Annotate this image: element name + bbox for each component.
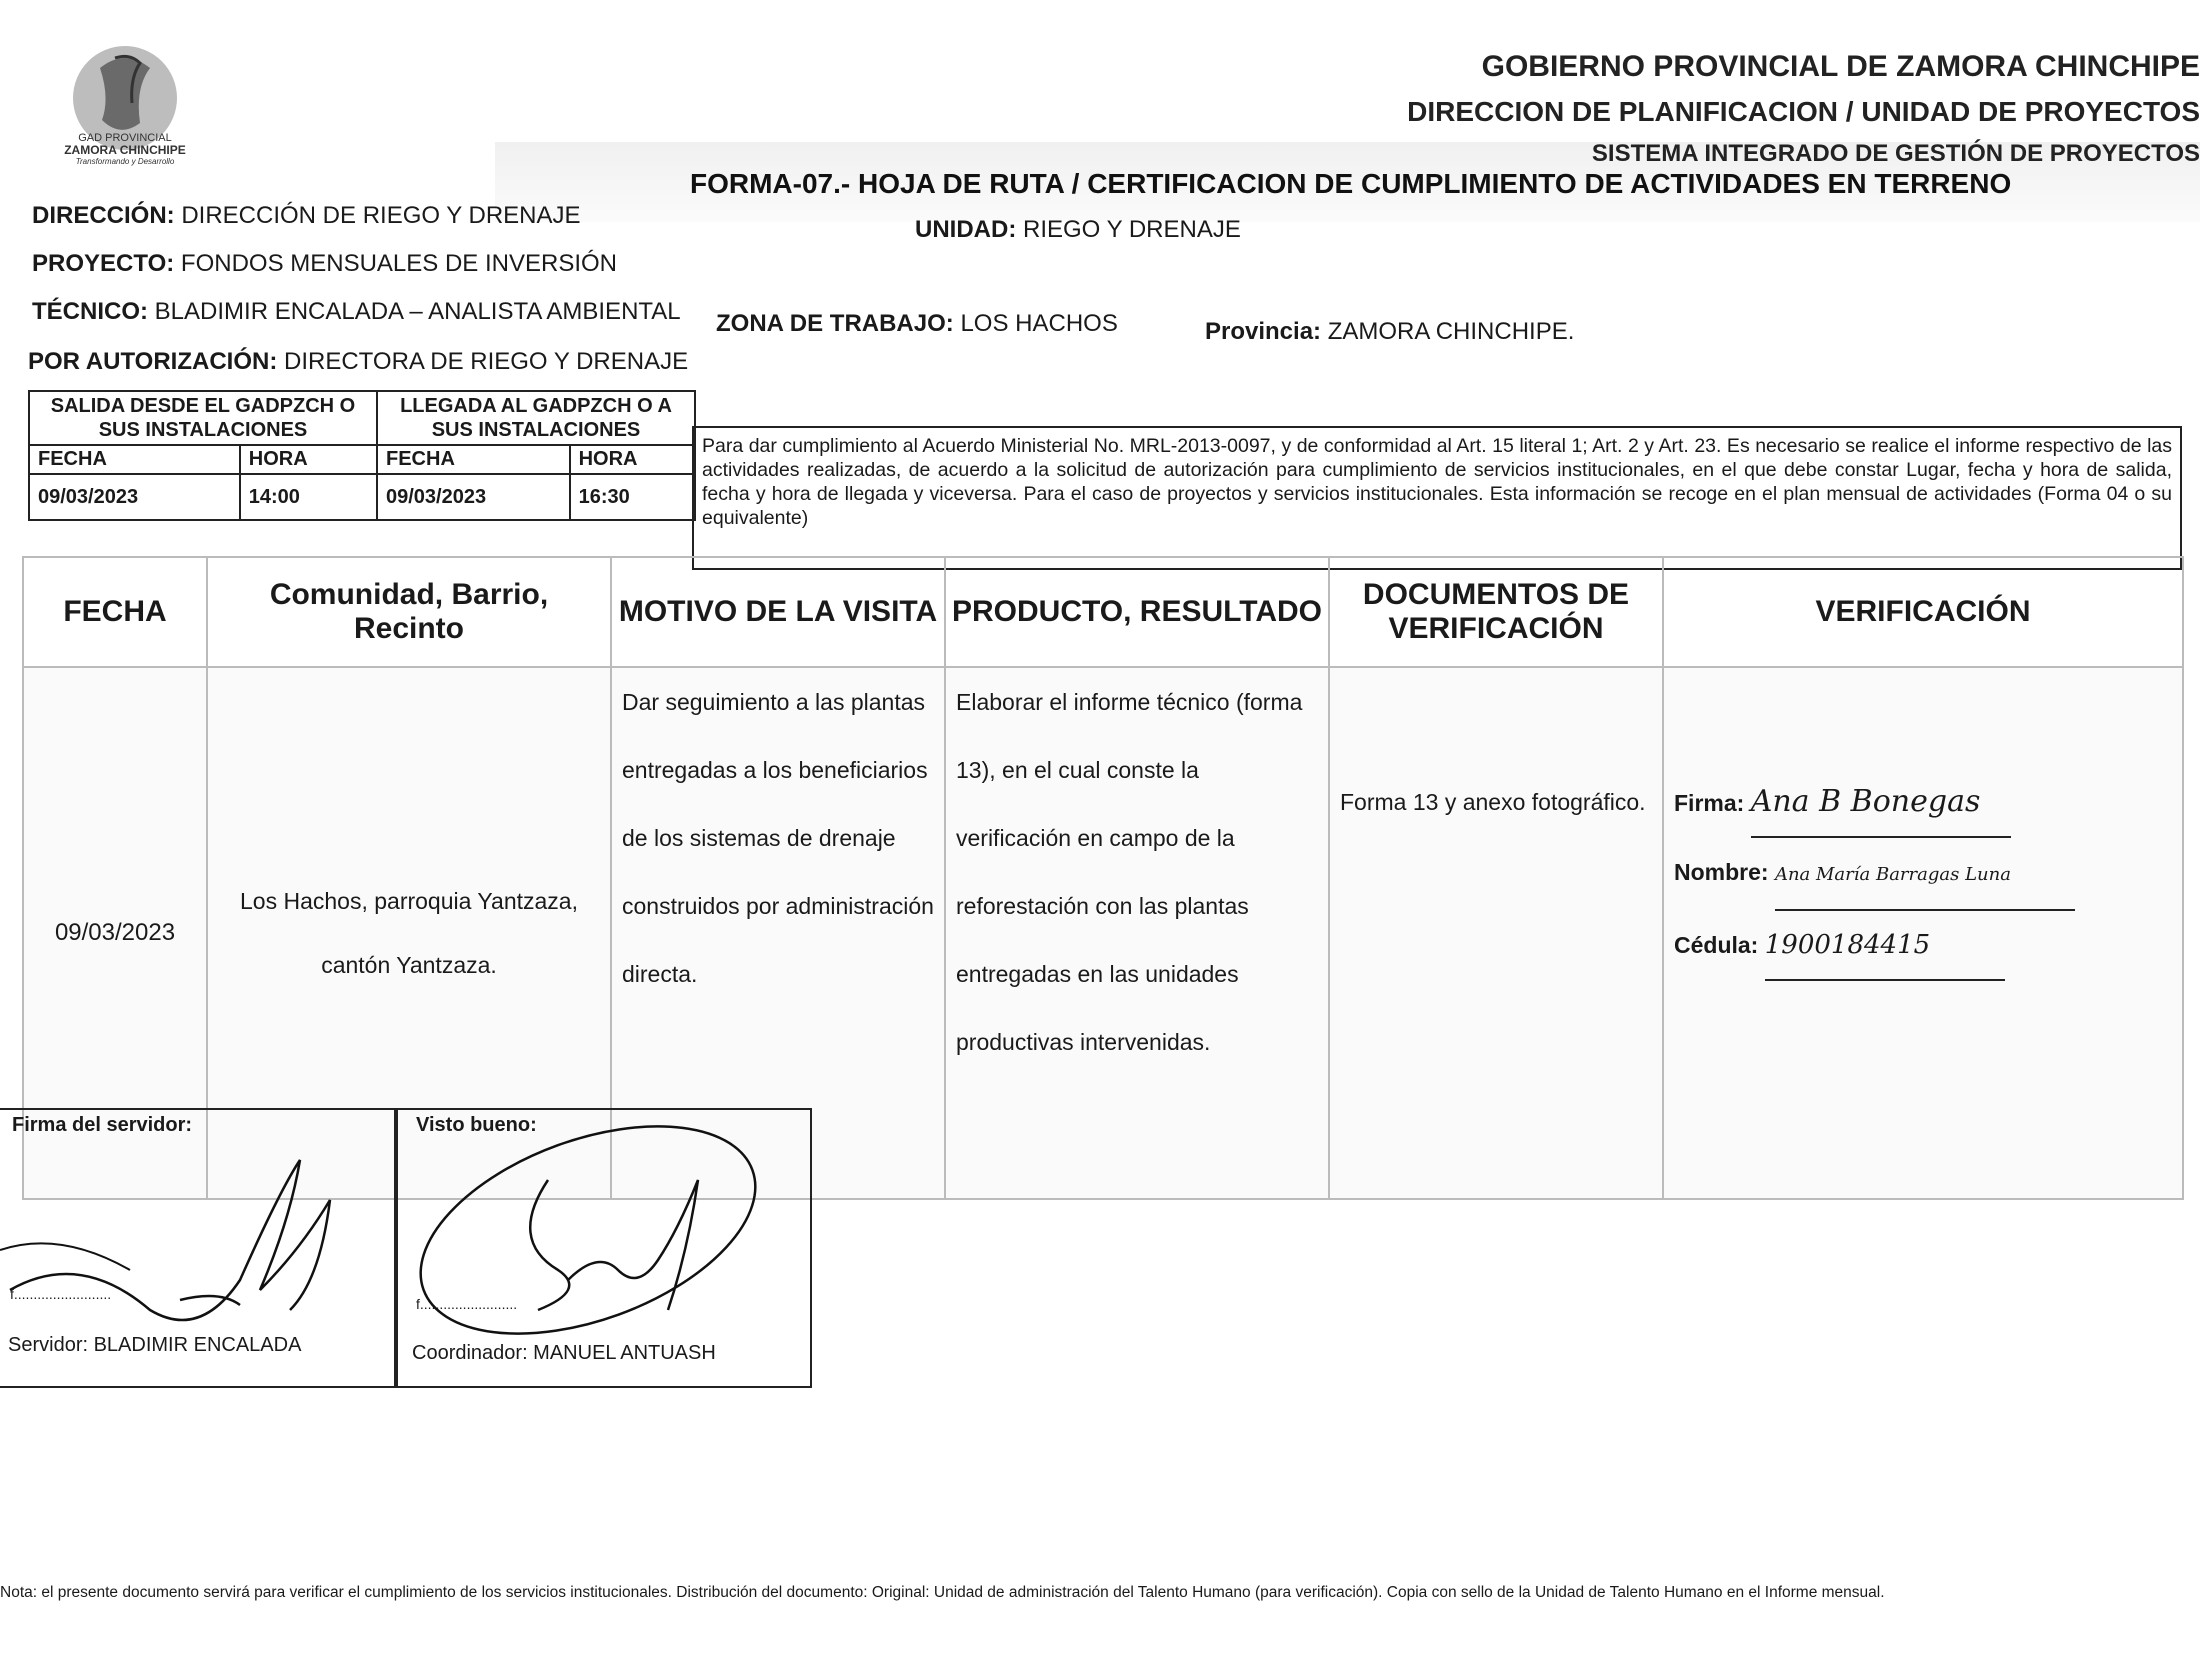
visto-title: Visto bueno: — [416, 1114, 537, 1136]
llegada-hora-label: HORA — [570, 445, 695, 474]
activities-table — [22, 556, 2184, 1200]
row-motivo: Dar seguimiento a las plantas entregadas a los beneficiarios de los sistemas de drenaje construidos por administración directa. — [611, 667, 945, 1199]
provincia-line — [1205, 318, 1574, 346]
visto-signature — [398, 1120, 808, 1360]
zona-label: ZONA DE TRABAJO: — [716, 310, 954, 337]
logo-text-line-1: GAD PROVINCIAL — [78, 132, 172, 144]
proyecto-label: PROYECTO: — [32, 250, 175, 277]
servidor-name — [8, 1334, 301, 1357]
government-title: GOBIERNO PROVINCIAL DE ZAMORA CHINCHIPE — [1481, 50, 2200, 83]
logo-text-line-3: Transformando y Desarrollo — [75, 157, 175, 166]
cedula-label: Cédula: — [1674, 932, 1759, 958]
tecnico-value: BLADIMIR ENCALADA – ANALISTA AMBIENTAL — [148, 298, 681, 325]
cedula-field — [1674, 911, 2172, 981]
row-comunidad: Los Hachos, parroquia Yantzaza, cantón Yantzaza. — [207, 667, 611, 1199]
unidad-line — [915, 216, 1241, 244]
direccion-label: DIRECCIÓN: — [32, 202, 175, 229]
col-motivo-header: MOTIVO DE LA VISITA — [611, 557, 945, 667]
nombre-field — [1674, 838, 2172, 911]
firma-field — [1674, 768, 2172, 838]
visto-bueno-box — [396, 1108, 812, 1388]
provincia-label: Provincia: — [1205, 318, 1322, 345]
nombre-label: Nombre: — [1674, 859, 1769, 885]
system-title: SISTEMA INTEGRADO DE GESTIÓN DE PROYECTOS — [1591, 140, 2200, 167]
direction-title: DIRECCION DE PLANIFICACION / UNIDAD DE PROYECTOS — [1407, 96, 2200, 127]
llegada-fecha-label: FECHA — [377, 445, 570, 474]
travel-table — [28, 390, 696, 521]
coordinador-name: Coordinador: MANUEL ANTUASH — [412, 1342, 716, 1364]
row-fecha: 09/03/2023 — [23, 667, 207, 1199]
zona-line — [716, 310, 1118, 338]
salida-fecha-value: 09/03/2023 — [29, 474, 240, 520]
provincial-logo — [40, 28, 210, 198]
visto-f-line: f......................... — [416, 1296, 518, 1312]
row-producto: Elaborar el informe técnico (forma 13), en el cual conste la verificación en campo de la reforestación con las plantas entregadas en las unidades productivas intervenidas. — [945, 667, 1329, 1199]
regulation-note: Para dar cumplimiento al Acuerdo Ministerial No. MRL-2013-0097, y de conformidad al Art. 15 literal 1; Art. 2 y Art. 23. Es necesario se realice el informe respectivo de las actividades realizadas, de acuerdo a la solicitud de autorización para cumplimiento de servicios institucionales, en el que debe constar Lugar, fecha y hora de salida, fecha y hora de llegada y viceversa. Para el caso de proyectos y servicios institucionales. Esta información se recoge en el plan mensual de actividades (Forma 04 o su equivalente) — [692, 426, 2182, 570]
firma-handwriting: Ana B Bonegas — [1751, 768, 2011, 838]
col-producto-header: PRODUCTO, RESULTADO — [945, 557, 1329, 667]
provincia-value: ZAMORA CHINCHIPE. — [1321, 318, 1575, 345]
unidad-value: RIEGO Y DRENAJE — [1016, 216, 1241, 243]
salida-fecha-label: FECHA — [29, 445, 240, 474]
cedula-handwriting: 1900184415 — [1765, 911, 2005, 981]
tecnico-line — [32, 298, 681, 326]
col-documentos-header: DOCUMENTOS DE VERIFICACIÓN — [1329, 557, 1663, 667]
servidor-f-line: f......................... — [10, 1286, 112, 1302]
row-verificacion — [1663, 667, 2183, 1199]
autorizacion-value: DIRECTORA DE RIEGO Y DRENAJE — [277, 348, 689, 375]
salida-hora-value: 14:00 — [240, 474, 377, 520]
firma-label: Firma: — [1674, 790, 1745, 816]
llegada-fecha-value: 09/03/2023 — [377, 474, 570, 520]
direccion-value: DIRECCIÓN DE RIEGO Y DRENAJE — [174, 202, 581, 229]
form-title: FORMA-07.- HOJA DE RUTA / CERTIFICACION DE CUMPLIMIENTO DE ACTIVIDADES EN TERRENO — [690, 168, 2012, 199]
llegada-hora-value: 16:30 — [570, 474, 695, 520]
tecnico-label: TÉCNICO: — [32, 298, 148, 325]
logo-text-line-2: ZAMORA CHINCHIPE — [64, 143, 186, 157]
col-fecha-header: FECHA — [23, 557, 207, 667]
col-verificacion-header: VERIFICACIÓN — [1663, 557, 2183, 667]
logo-caption — [30, 132, 220, 168]
servidor-name-text: Servidor: BLADIMIR ENCALADA — [8, 1334, 302, 1356]
salida-hora-label: HORA — [240, 445, 377, 474]
servidor-title: Firma del servidor: — [12, 1114, 193, 1136]
zona-value: LOS HACHOS — [953, 310, 1118, 337]
autorizacion-line — [28, 348, 688, 376]
proyecto-line — [32, 250, 617, 278]
unidad-label: UNIDAD: — [915, 216, 1017, 243]
autorizacion-label: POR AUTORIZACIÓN: — [28, 348, 278, 375]
row-documentos: Forma 13 y anexo fotográfico. — [1329, 667, 1663, 1199]
col-comunidad-header: Comunidad, Barrio, Recinto — [207, 557, 611, 667]
servidor-signature — [0, 1130, 390, 1350]
nombre-handwriting: Ana María Barragas Luna — [1775, 841, 2075, 911]
proyecto-value: FONDOS MENSUALES DE INVERSIÓN — [174, 250, 617, 277]
servidor-signature-box — [0, 1108, 396, 1388]
salida-header: SALIDA DESDE EL GADPZCH O SUS INSTALACIONES — [29, 391, 377, 445]
direccion-line — [32, 202, 581, 230]
llegada-header: LLEGADA AL GADPZCH O A SUS INSTALACIONES — [377, 391, 695, 445]
footnote: Nota: el presente documento servirá para verificar el cumplimiento de los servicios institucionales. Distribución del documento: Original: Unidad de administración del Talento Humano (para verificación). Copia con sello de la Unidad de Talento Humano en el Informe mensual. — [0, 1584, 1885, 1601]
